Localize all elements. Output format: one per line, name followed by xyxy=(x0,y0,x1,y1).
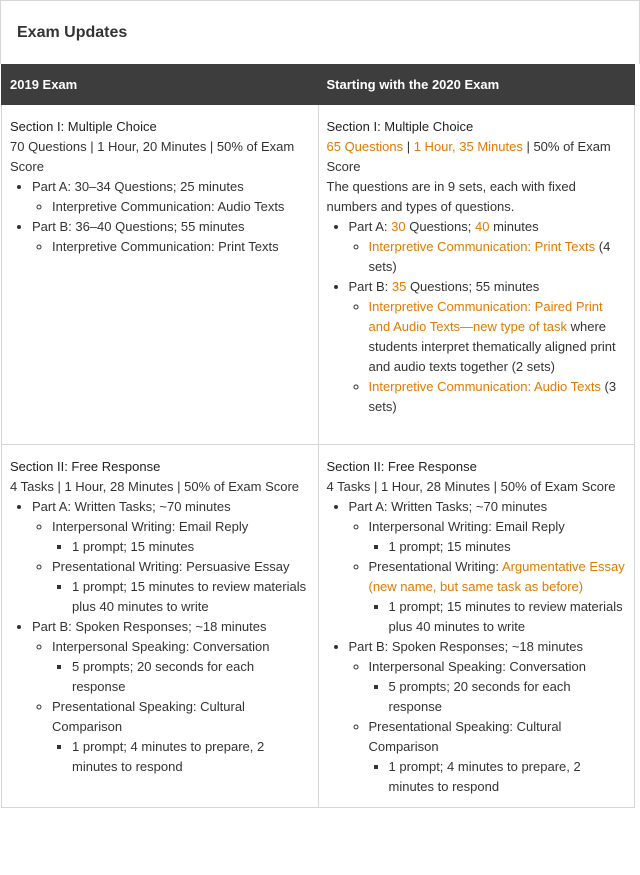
cultural-comparison-detail-2020: 1 prompt; 4 minutes to prepare, 2 minutes to respond xyxy=(388,759,581,794)
part-a-mid: Questions; xyxy=(405,219,475,234)
part-a-task-sets: (4 sets) xyxy=(368,239,611,274)
conversation-detail-2019: 5 prompts; 20 seconds for each response xyxy=(72,659,255,694)
section-1-parts-2019 xyxy=(10,177,310,257)
section-1-row xyxy=(2,105,635,445)
section-2-2019-cell xyxy=(2,445,319,808)
section-2-2020-cell xyxy=(318,445,635,808)
part-b-question-count: 35 xyxy=(391,279,407,294)
list-item xyxy=(369,557,627,637)
list-item xyxy=(369,657,627,717)
list-item xyxy=(72,657,310,697)
section-2-row xyxy=(2,445,635,808)
part-b-2019: Part B: 36–40 Questions; 55 minutes xyxy=(32,219,245,234)
section-2-title-2019: Section II: Free Response xyxy=(10,459,161,474)
persuasive-essay-2019: Presentational Writing: Persuasive Essay xyxy=(52,559,290,574)
part-b-task2-sets: (3 sets) xyxy=(368,379,617,414)
essay-detail-2019: 1 prompt; 15 minutes to review materials plus 40 minutes to write xyxy=(72,579,307,614)
section-1-parts-2020 xyxy=(327,217,627,417)
list-item xyxy=(369,237,627,277)
table-header-row xyxy=(2,65,635,105)
list-item xyxy=(369,297,627,377)
spoken-responses-2019: Part B: Spoken Responses; ~18 minutes xyxy=(32,619,267,634)
list-item xyxy=(389,597,627,637)
list-item xyxy=(52,517,310,557)
part-a-minutes: 40 xyxy=(474,219,490,234)
part-b-suffix: Questions; 55 minutes xyxy=(406,279,540,294)
part-b-task-2019: Interpretive Communication: Print Texts xyxy=(52,239,279,254)
written-tasks-2019: Part A: Written Tasks; ~70 minutes xyxy=(32,499,231,514)
list-item xyxy=(32,177,310,217)
part-a-task-2019: Interpretive Communication: Audio Texts xyxy=(52,199,285,214)
argumentative-essay-highlight: Argumentative Essay (new name, but same task as before) xyxy=(368,559,625,594)
list-item xyxy=(389,677,627,717)
written-tasks-2020: Part A: Written Tasks; ~70 minutes xyxy=(348,499,548,514)
email-reply-detail-2020: 1 prompt; 15 minutes xyxy=(388,539,511,554)
list-item xyxy=(52,197,310,217)
list-item xyxy=(72,577,310,617)
list-item xyxy=(52,697,310,777)
section-1-title-2019: Section I: Multiple Choice xyxy=(10,119,157,134)
presentational-writing-prefix-2020: Presentational Writing: xyxy=(368,559,502,574)
part-b-prefix: Part B: xyxy=(348,279,392,294)
header-2020-exam: Starting with the 2020 Exam xyxy=(318,65,635,105)
list-item xyxy=(72,537,310,557)
list-item xyxy=(389,537,627,557)
section-1-2019-cell xyxy=(2,105,319,445)
part-b-task2-highlight: Interpretive Communication: Audio Texts xyxy=(368,379,601,394)
list-item xyxy=(52,557,310,617)
part-b-task1-desc: where students interpret thematically aligned print and audio texts together (2 sets) xyxy=(368,319,616,374)
list-item xyxy=(32,497,310,617)
part-a-task-highlight: Interpretive Communication: Print Texts xyxy=(368,239,596,254)
list-item xyxy=(32,617,310,777)
list-item xyxy=(349,637,627,797)
list-item xyxy=(349,277,627,417)
list-item xyxy=(52,637,310,697)
cultural-comparison-2019: Presentational Speaking: Cultural Comparison xyxy=(52,699,245,734)
spoken-responses-2020: Part B: Spoken Responses; ~18 minutes xyxy=(348,639,583,654)
section-1-description-2020: The questions are in 9 sets, each with fixed numbers and types of questions. xyxy=(326,179,576,214)
list-item xyxy=(389,757,627,797)
conversation-2019: Interpersonal Speaking: Conversation xyxy=(52,639,270,654)
part-a-question-count: 30 xyxy=(391,219,406,234)
section-2-title-2020: Section II: Free Response xyxy=(326,459,477,474)
essay-detail-2020: 1 prompt; 15 minutes to review materials plus 40 minutes to write xyxy=(388,599,623,634)
duration-highlight: 1 Hour, 35 Minutes xyxy=(413,139,523,154)
part-a-suffix: minutes xyxy=(489,219,539,234)
conversation-2020: Interpersonal Speaking: Conversation xyxy=(368,659,587,674)
part-b-task1-highlight: Interpretive Communication: Paired Print and Audio Texts—new type of task xyxy=(368,299,603,334)
list-item xyxy=(369,517,627,557)
exam-comparison-table xyxy=(1,64,635,808)
header-2019-exam: 2019 Exam xyxy=(2,65,319,105)
list-item xyxy=(349,497,627,637)
list-item xyxy=(72,737,310,777)
page-title: Exam Updates xyxy=(17,23,128,41)
section-2-summary-2019: 4 Tasks | 1 Hour, 28 Minutes | 50% of Exam Score xyxy=(10,479,300,494)
conversation-detail-2020: 5 prompts; 20 seconds for each response xyxy=(388,679,571,714)
cultural-comparison-2020: Presentational Speaking: Cultural Comparison xyxy=(368,719,562,754)
title-bar xyxy=(0,0,640,64)
section-2-summary-2020: 4 Tasks | 1 Hour, 28 Minutes | 50% of Exam Score xyxy=(326,479,616,494)
list-item xyxy=(369,717,627,797)
cultural-comparison-detail-2019: 1 prompt; 4 minutes to prepare, 2 minutes to respond xyxy=(72,739,265,774)
section-1-summary-2020 xyxy=(327,137,627,177)
email-reply-2020: Interpersonal Writing: Email Reply xyxy=(368,519,565,534)
list-item xyxy=(52,237,310,257)
list-item xyxy=(349,217,627,277)
part-a-2019: Part A: 30–34 Questions; 25 minutes xyxy=(32,179,244,194)
section-1-title-2020: Section I: Multiple Choice xyxy=(326,119,474,134)
section-1-summary-2019: 70 Questions | 1 Hour, 20 Minutes | 50% of Exam Score xyxy=(10,139,295,174)
section-2-parts-2019 xyxy=(10,497,310,777)
summary-rest: | 50% of Exam Score xyxy=(326,139,611,174)
section-1-2020-cell xyxy=(318,105,635,445)
summary-separator: | xyxy=(403,139,414,154)
email-reply-detail-2019: 1 prompt; 15 minutes xyxy=(72,539,195,554)
list-item xyxy=(32,217,310,257)
questions-count-highlight: 65 Questions xyxy=(326,139,404,154)
part-a-prefix: Part A: xyxy=(348,219,392,234)
list-item xyxy=(369,377,627,417)
email-reply-2019: Interpersonal Writing: Email Reply xyxy=(52,519,249,534)
section-2-parts-2020 xyxy=(327,497,627,797)
